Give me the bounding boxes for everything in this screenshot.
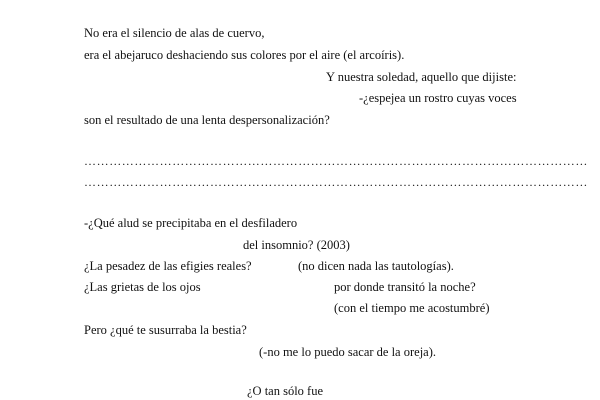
poem-line: ¿La pesadez de las efigies reales? bbox=[84, 259, 252, 273]
ellipsis-line: ………………………………………………………………………………………………………… bbox=[84, 175, 588, 189]
poem-line: -¿Qué alud se precipitaba en el desfiladero bbox=[84, 216, 298, 230]
poem-line: por donde transitó la noche? bbox=[334, 280, 476, 294]
poem-line: ¿O tan sólo fue bbox=[247, 384, 324, 398]
poem-line: era el abejaruco deshaciendo sus colores por el aire (el arcoíris). bbox=[84, 48, 405, 62]
ellipsis-line: ………………………………………………………………………………………………………… bbox=[84, 154, 588, 168]
poem-line: ¿Las grietas de los ojos bbox=[84, 280, 201, 294]
poem-line: son el resultado de una lenta despersonalización? bbox=[84, 113, 330, 127]
poem-line: (no dicen nada las tautologías). bbox=[298, 259, 454, 273]
poem-line: Y nuestra soledad, aquello que dijiste: bbox=[326, 70, 517, 84]
poem-line: -¿espejea un rostro cuyas voces bbox=[359, 91, 517, 105]
poem-line: Pero ¿qué te susurraba la bestia? bbox=[84, 323, 247, 337]
poem-line: del insomnio? (2003) bbox=[243, 238, 350, 252]
poem-line: (con el tiempo me acostumbré) bbox=[334, 301, 490, 315]
poem-line: (-no me lo puedo sacar de la oreja). bbox=[259, 345, 437, 359]
poem-line: No era el silencio de alas de cuervo, bbox=[84, 26, 265, 40]
